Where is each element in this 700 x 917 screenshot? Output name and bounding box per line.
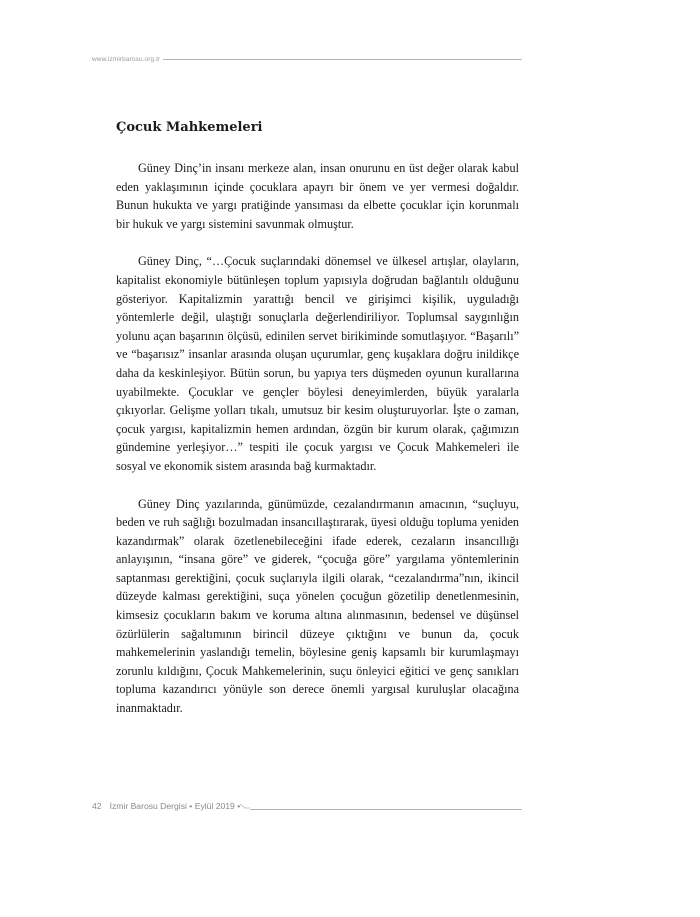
section-title: Çocuk Mahkemeleri <box>116 120 263 135</box>
footer-notch-icon <box>240 803 250 809</box>
paragraph-1: Güney Dinç’in insanı merkeze alan, insan onurunu en üst değer olarak kabul eden yaklaşımının içinde çocuklara apayrı bir önem ve yer vermesi doğaldır. Bunun hukukta ve yargı pratiğinde yansıması da elbette çocuklar için korunmalı bir hukuk ve yargı sistemini savunmak olmuştur. <box>116 161 519 231</box>
footer-rule <box>250 809 522 810</box>
article-body <box>116 119 519 737</box>
page-number: 42 <box>92 801 102 811</box>
header-rule <box>163 59 522 60</box>
running-header <box>92 52 522 66</box>
running-footer <box>92 799 522 813</box>
paragraph-2: Güney Dinç, “…Çocuk suçlarındaki dönemsel ve ülkesel artışlar, olayların, kapitalist ekonomiyle bütünleşen toplum yapısıyla doğrudan bağlantılı olduğunu gösteriyor. Kapitalizmin yarattığı bencil ve girişimci kişilik, uyguladığı yöntemlerle değil, ulaştığı sonuçlarla değerlendiriliyor. Toplumsal saygınlığın yolunu açan başarının ölçüsü, edinilen servet birikiminde somutlaşıyor. “Başarılı” ve “başarısız” insanlar arasında oluşan uçurumlar, genç kuşaklara doğru inildikçe daha da keskinleşiyor. Bütün sorun, bu yapıya ters düşmeden oyunun kurallarına uyabilmekte. Çocuklar ve gençler böylesi deneyimlerden, büyük yaralarla çıkıyorlar. Gelişme yolları tıkalı, umutsuz bir kesim oluşturuyorlar. İşte o zaman, çocuk yargısı, kapitalizmin hemen ardından, özgün bir kurum olarak, çağımızın gündemine yerleşiyor…” tespiti ile çocuk yargısı ve Çocuk Mahkemeleri ile sosyal ve ekonomik sistem arasında bağ kurmaktadır. <box>116 254 519 473</box>
journal-info: İzmir Barosu Dergisi • Eylül 2019 • <box>109 801 241 811</box>
header-url[interactable]: www.izmirbarosu.org.tr <box>92 55 161 63</box>
paragraph-3: Güney Dinç yazılarında, günümüzde, cezalandırmanın amacının, “suçluyu, beden ve ruh sağlığı bozulmadan insancıllaştırarak, üyesi olduğu topluma yeniden kazandırmak” olarak özetlenebileceğini ifade ederek, cezaların insancıllığı anlayışının, “insana göre” ve giderek, “çocuğa göre” yargılama yöntemlerinin saptanması gerektiğini, çocuk suçlarıyla ilgili olarak, “cezalandırma”nın, ikincil düzeyde kalması gerektiğini, suça yönelen çocuğun gözetilip denetlenmesinin, kimsesiz çocukların bakım ve koruma altına alınmasının, bedensel ve düşünsel özürlülerin sağaltımının birincil düzeye çıktığını ve bunun da, çocuk mahkemelerinin yaslandığı temelin, böylesine geniş kapsamlı bir kurumlaşmayı zorunlu kıldığını, Çocuk Mahkemelerinin, suçu önleyici eğitici ve genç sanıkları topluma kazandırıcı yönüyle son derece önemli yargısal kuruluşlar olacağına inanmaktadır. <box>116 496 519 716</box>
